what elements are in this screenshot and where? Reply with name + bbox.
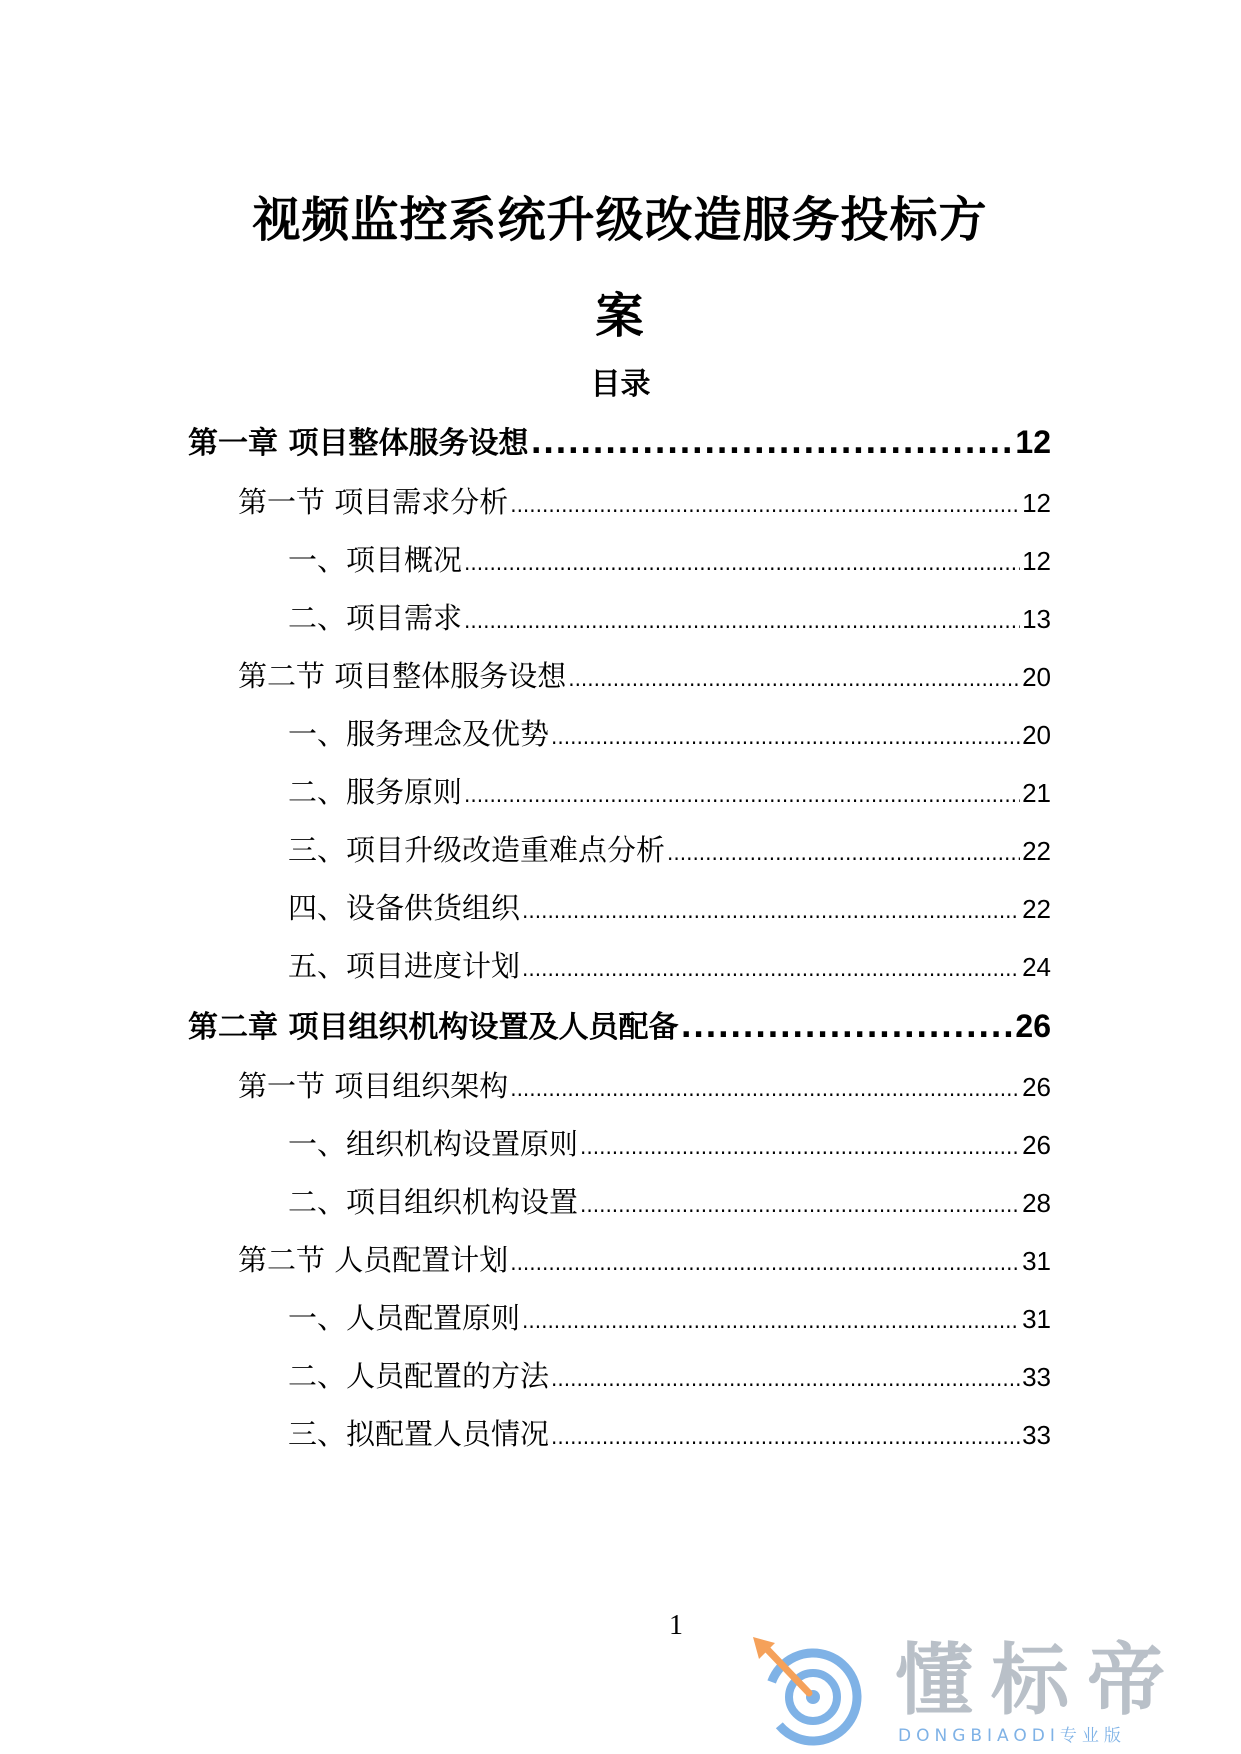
toc-entry-page: 13 bbox=[1022, 604, 1051, 634]
toc-entry-page: 20 bbox=[1022, 662, 1051, 692]
toc-entry[interactable] bbox=[188, 418, 1051, 468]
toc-entry[interactable] bbox=[288, 538, 1051, 584]
toc-entry-title: 二、服务原则 bbox=[288, 775, 463, 809]
toc-entry-title: 一、人员配置原则 bbox=[288, 1301, 521, 1335]
toc-entry-title: 第二节 人员配置计划 bbox=[238, 1243, 509, 1277]
toc-dot-leader bbox=[580, 1193, 1020, 1217]
toc-entry-page: 26 bbox=[1022, 1130, 1051, 1160]
toc-heading: 目录 bbox=[590, 367, 651, 402]
toc-entry[interactable] bbox=[238, 654, 1051, 700]
toc-dot-leader bbox=[551, 1425, 1020, 1449]
toc-dot-leader bbox=[510, 493, 1020, 517]
toc-dot-leader bbox=[551, 1367, 1020, 1391]
toc-entry-title: 一、组织机构设置原则 bbox=[288, 1127, 579, 1161]
toc-entry-title: 第二节 项目整体服务设想 bbox=[238, 659, 567, 693]
toc-entry-title: 五、项目进度计划 bbox=[288, 949, 521, 983]
toc-dot-leader bbox=[551, 725, 1020, 749]
document-title-line1: 视频监控系统升级改造服务投标方 bbox=[252, 192, 988, 248]
watermark-subtitle: DONGBIAODI专业版 bbox=[898, 1726, 1126, 1746]
toc-dot-leader bbox=[568, 667, 1020, 691]
toc-dot-leader bbox=[464, 783, 1020, 807]
toc-entry[interactable] bbox=[288, 1354, 1051, 1400]
toc-entry-title: 二、人员配置的方法 bbox=[288, 1359, 550, 1393]
toc-entry-page: 28 bbox=[1022, 1188, 1051, 1218]
toc-entry[interactable] bbox=[288, 886, 1051, 932]
toc-entry-page: 31 bbox=[1022, 1246, 1051, 1276]
toc-entry[interactable] bbox=[288, 596, 1051, 642]
toc-entry[interactable] bbox=[288, 944, 1051, 990]
toc-dot-leader bbox=[510, 1077, 1020, 1101]
target-dart-icon bbox=[745, 1635, 870, 1750]
toc-entry-title: 一、服务理念及优势 bbox=[288, 717, 550, 751]
toc-entry-page: 12 bbox=[1015, 424, 1051, 460]
toc-dot-leader bbox=[680, 1010, 1013, 1045]
toc-entry-title: 四、设备供货组织 bbox=[288, 891, 521, 925]
document-title bbox=[150, 172, 1090, 364]
toc-entry[interactable] bbox=[288, 1180, 1051, 1226]
toc-entry[interactable] bbox=[288, 1296, 1051, 1342]
toc-entry-title: 第一节 项目需求分析 bbox=[238, 485, 509, 519]
toc-dot-leader bbox=[530, 426, 1013, 461]
toc-entry-title: 第一章 项目整体服务设想 bbox=[188, 426, 529, 461]
toc-entry-title: 第一节 项目组织架构 bbox=[238, 1069, 509, 1103]
toc-entry-page: 21 bbox=[1022, 778, 1051, 808]
toc-dot-leader bbox=[464, 609, 1020, 633]
document-title-line2: 案 bbox=[595, 288, 645, 344]
toc-entry-page: 12 bbox=[1022, 488, 1051, 518]
watermark bbox=[745, 1635, 1215, 1750]
toc-entry-page: 12 bbox=[1022, 546, 1051, 576]
toc-entry-title: 二、项目组织机构设置 bbox=[288, 1185, 579, 1219]
toc-entry-title: 三、项目升级改造重难点分析 bbox=[288, 833, 666, 867]
toc-entry-page: 33 bbox=[1022, 1420, 1051, 1450]
toc-entry-title: 二、项目需求 bbox=[288, 601, 463, 635]
toc-entry-page: 20 bbox=[1022, 720, 1051, 750]
toc-entry-page: 24 bbox=[1022, 952, 1051, 982]
toc-dot-leader bbox=[667, 841, 1020, 865]
toc-entry-page: 26 bbox=[1015, 1008, 1051, 1044]
toc-entry-title: 三、拟配置人员情况 bbox=[288, 1417, 550, 1451]
toc-entry-page: 31 bbox=[1022, 1304, 1051, 1334]
toc-dot-leader bbox=[522, 1309, 1020, 1333]
toc-dot-leader bbox=[580, 1135, 1020, 1159]
toc-entry[interactable] bbox=[288, 828, 1051, 874]
toc-entry[interactable] bbox=[288, 770, 1051, 816]
toc-entry[interactable] bbox=[288, 1122, 1051, 1168]
toc-dot-leader bbox=[510, 1251, 1020, 1275]
toc-entry[interactable] bbox=[188, 1002, 1051, 1052]
toc-entry-page: 22 bbox=[1022, 894, 1051, 924]
toc-entry[interactable] bbox=[238, 1064, 1051, 1110]
toc-entry-title: 一、项目概况 bbox=[288, 543, 463, 577]
toc-entry-page: 22 bbox=[1022, 836, 1051, 866]
toc-entry[interactable] bbox=[238, 1238, 1051, 1284]
toc-entry-page: 33 bbox=[1022, 1362, 1051, 1392]
toc-dot-leader bbox=[464, 551, 1020, 575]
toc-entry-page: 26 bbox=[1022, 1072, 1051, 1102]
toc-entry-title: 第二章 项目组织机构设置及人员配备 bbox=[188, 1010, 679, 1045]
page-number: 1 bbox=[669, 1610, 683, 1641]
toc-dot-leader bbox=[522, 957, 1020, 981]
toc-entry[interactable] bbox=[238, 480, 1051, 526]
toc-dot-leader bbox=[522, 899, 1020, 923]
watermark-brand: 懂标帝 bbox=[895, 1636, 1184, 1726]
toc-entry[interactable] bbox=[288, 712, 1051, 758]
toc-entry[interactable] bbox=[288, 1412, 1051, 1458]
